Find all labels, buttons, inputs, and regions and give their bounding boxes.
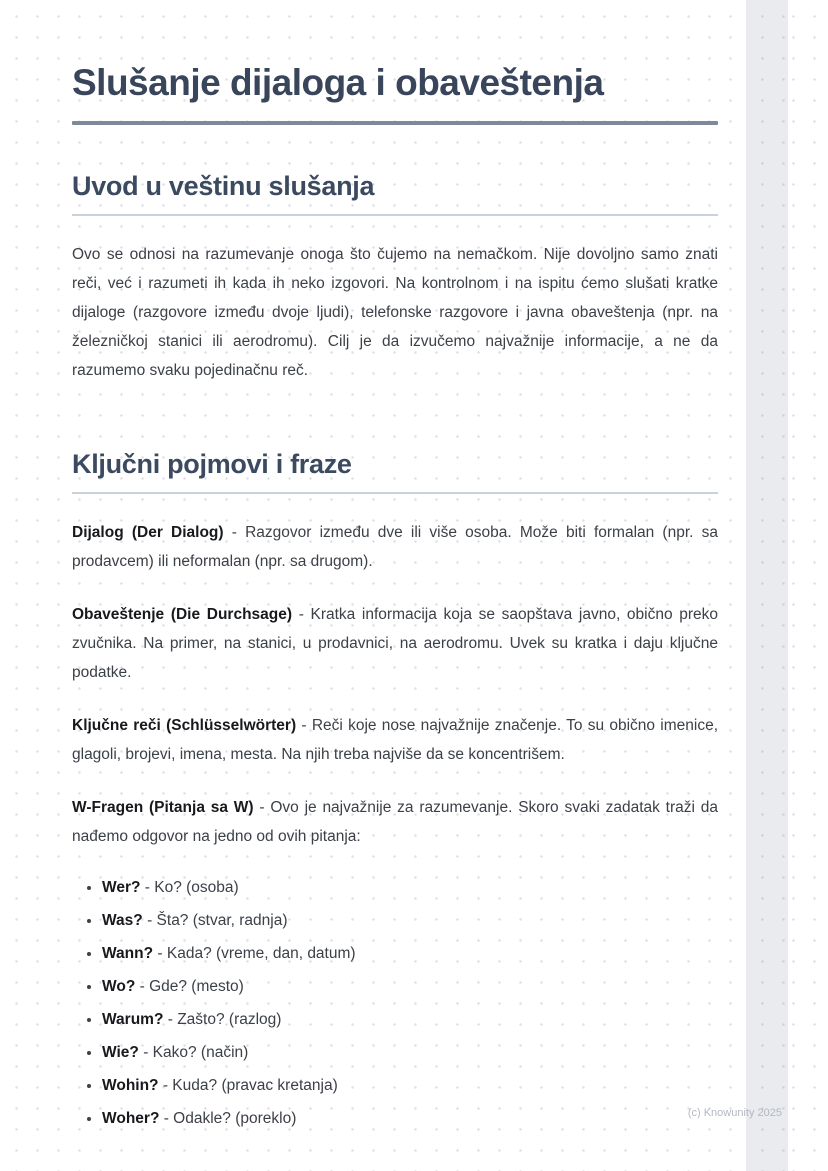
term-name: Ključne reči (Schlüsselwörter) <box>72 716 297 734</box>
title-divider <box>72 121 718 125</box>
section-heading-key-terms: Ključni pojmovi i fraze <box>72 449 718 494</box>
term-name: Dijalog (Der Dialog) <box>72 523 224 541</box>
term-name: Obaveštenje (Die Durchsage) <box>72 605 293 623</box>
w-question-word: Wo? <box>102 977 136 995</box>
w-question-meaning: - Gde? (mesto) <box>139 977 244 995</box>
list-item <box>102 1108 718 1129</box>
list-item <box>102 976 718 997</box>
w-question-word: Wann? <box>102 944 154 962</box>
w-question-meaning: - Šta? (stvar, radnja) <box>147 911 288 929</box>
section-key-terms <box>72 449 718 1129</box>
page-title: Slušanje dijaloga i obaveštenja <box>72 62 604 103</box>
term-paragraph-w-fragen <box>72 793 718 851</box>
w-question-word: Wer? <box>102 878 141 896</box>
list-item <box>102 943 718 964</box>
w-question-word: Warum? <box>102 1010 164 1028</box>
list-item <box>102 910 718 931</box>
list-item <box>102 877 718 898</box>
w-question-meaning: - Kako? (način) <box>143 1043 249 1061</box>
term-paragraph-schluesselwoerter <box>72 711 718 769</box>
section-heading-intro: Uvod u veštinu slušanja <box>72 171 718 216</box>
w-question-word: Woher? <box>102 1109 160 1127</box>
term-paragraph-dialog <box>72 518 718 576</box>
section-intro <box>72 171 718 385</box>
page-margin-strip <box>746 0 788 1171</box>
w-question-meaning: - Ko? (osoba) <box>144 878 239 896</box>
w-question-meaning: - Zašto? (razlog) <box>167 1010 282 1028</box>
term-definition: - Reči koje nose najvažnije značenje. To su obično imenice, glagoli, brojevi, imena, mesta. Na njih treba najviše da se koncentrišem. <box>72 716 719 763</box>
term-paragraph-durchsage <box>72 600 718 687</box>
copyright-label: (c) Knowunity 2025 <box>687 1107 782 1119</box>
w-question-word: Was? <box>102 911 143 929</box>
w-questions-list <box>72 877 718 1129</box>
list-item <box>102 1042 718 1063</box>
intro-paragraph: Ovo se odnosi na razumevanje onoga što čujemo na nemačkom. Nije dovoljno samo znati reči, već i razumeti ih kada ih neko izgovori. Na kontrolnom i na ispitu ćemo slušati kratke dijaloge (razgovore između dvoje ljudi), telefonske razgovore i javna obaveštenja (npr. na železničkoj stanici ili aerodromu). Cilj je da izvučemo najvažnije informacije, a ne da razumemo svaku pojedinačnu reč. <box>72 245 718 379</box>
w-question-meaning: - Odakle? (poreklo) <box>163 1109 297 1127</box>
w-question-word: Wohin? <box>102 1076 159 1094</box>
term-definition: - Ovo je najvažnije za razumevanje. Skoro svaki zadatak traži da nađemo odgovor na jedno od ovih pitanja: <box>72 798 719 845</box>
term-definition: - Razgovor između dve ili više osoba. Može biti formalan (npr. sa prodavcem) ili neformalan (npr. sa drugom). <box>72 523 718 570</box>
w-question-meaning: - Kada? (vreme, dan, datum) <box>157 944 356 962</box>
term-definition: - Kratka informacija koja se saopštava javno, obično preko zvučnika. Na primer, na stanici, u prodavnici, na aerodromu. Uvek su kratka i daju ključne podatke. <box>72 605 719 681</box>
list-item <box>102 1075 718 1096</box>
term-name: W-Fragen (Pitanja sa W) <box>72 798 254 816</box>
w-question-word: Wie? <box>102 1043 139 1061</box>
w-question-meaning: - Kuda? (pravac kretanja) <box>162 1076 338 1094</box>
list-item <box>102 1009 718 1030</box>
